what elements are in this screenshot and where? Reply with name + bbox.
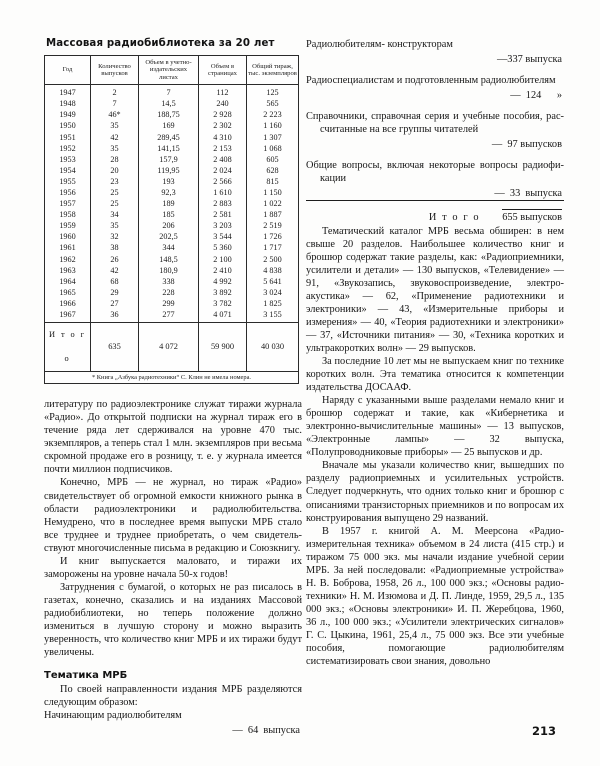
- total-circulation: 40 030: [247, 323, 299, 372]
- cell-count: 38: [91, 242, 139, 253]
- table-row: [45, 220, 299, 231]
- cell-sheets: 338: [139, 276, 199, 287]
- cell-year: 1967: [45, 309, 91, 323]
- cell-pages: 3 782: [199, 298, 247, 309]
- table-row: [45, 165, 299, 176]
- cell-circulation: 628: [247, 165, 299, 176]
- cell-count: 25: [91, 198, 139, 209]
- right-column: [306, 0, 564, 668]
- cell-count: 42: [91, 265, 139, 276]
- cell-pages: 2 302: [199, 120, 247, 131]
- cell-circulation: 1 307: [247, 132, 299, 143]
- cell-count: 34: [91, 209, 139, 220]
- cell-sheets: 180,9: [139, 265, 199, 276]
- cell-year: 1966: [45, 298, 91, 309]
- cell-year: 1955: [45, 176, 91, 187]
- cell-sheets: 189: [139, 198, 199, 209]
- cell-sheets: 92,3: [139, 187, 199, 198]
- table-foot: [45, 323, 299, 384]
- category-block: [306, 74, 564, 102]
- cell-year: 1956: [45, 187, 91, 198]
- table-row: [45, 85, 299, 99]
- cell-year: 1958: [45, 209, 91, 220]
- cell-circulation: 1 150: [247, 187, 299, 198]
- cell-year: 1954: [45, 165, 91, 176]
- table-row: [45, 98, 299, 109]
- cell-circulation: 2 223: [247, 109, 299, 120]
- category-list: [306, 38, 564, 201]
- table-total-row: [45, 323, 299, 372]
- cell-sheets: 344: [139, 242, 199, 253]
- cell-sheets: 289,45: [139, 132, 199, 143]
- table-row: [45, 154, 299, 165]
- column-header-pages: Объем в страницах: [199, 56, 247, 85]
- paragraph-right-1: Тематический каталог МРБ весьма обширен: в нем свыше 20 разделов. Наибольшее количество книг и брошюр содержат такие разделы, как: «Радиоприемники, усилители и детали» — 130 выпусков, «Телевидение» —91, «Звукозапись, звуковоспроизведение, электроакустика» — 62, «Применение радиотехники и электроники» — 43, «Измерительные приборы и измерения» — 40, «Теория радиотехники и электроники» — 37, «Источники питания» — 30, «Техника коротких и ультракоротких волн» — 29 выпусков.: [306, 225, 564, 354]
- paragraph-left-2: Конечно, МРБ — не журнал, но тираж «Радио» свидетельствует об огромной емкости книжного рынка в области радиоэлектроники и радиолюбительства. Немудрено, что в последнее время выпуски МРБ стало все труднее и труднее приобретать, о чем свидетельствуют многочисленные письма в редакцию и Союзкнигу.: [44, 477, 302, 554]
- cell-circulation: 2 500: [247, 254, 299, 265]
- left-column: [44, 0, 302, 745]
- cell-circulation: 5 641: [247, 276, 299, 287]
- cell-pages: 2 581: [199, 209, 247, 220]
- table-row: [45, 254, 299, 265]
- cell-year: 1964: [45, 276, 91, 287]
- cell-sheets: 206: [139, 220, 199, 231]
- table-row: [45, 198, 299, 209]
- cell-pages: 112: [199, 85, 247, 99]
- table-row: [45, 287, 299, 298]
- category-value: — 33 выпуска: [306, 187, 564, 201]
- table-row: [45, 209, 299, 220]
- cell-year: 1951: [45, 132, 91, 143]
- paragraph-left-4: Затруднения с бумагой, о которых не раз писалось в газетах, конечно, сказались и на изданиях Массовой радиобиблиотеки, но теперь положение должно измениться в лучшую сторону и можно выразить уверенность, что количество книг МРБ и их тиражи будут увеличены.: [44, 581, 302, 659]
- category-total-line: [306, 209, 564, 224]
- column-header-count: Количество выпусков: [91, 56, 139, 85]
- table-row: [45, 143, 299, 154]
- cell-circulation: 2 519: [247, 220, 299, 231]
- cell-count: 32: [91, 231, 139, 242]
- cell-circulation: 1 726: [247, 231, 299, 242]
- cell-pages: 4 310: [199, 132, 247, 143]
- category-name: Общие вопросы, включая некоторые вопросы радиофикации: [306, 160, 564, 185]
- category-name: Начинающим радиолюбителям: [44, 710, 182, 722]
- paragraph-left-1: литературу по радиоэлектронике служат тиражи журнала «Радио». До открытой подписки на журнал тираж его в течение ряда лет сдерживался на уровне 470 тыс. экземпляров, а теперь стал 1 млн. экземпляров при весьма скромной продаже его в розницу, т. е. у журнала имеется почти миллион подписчиков.: [44, 399, 302, 476]
- cell-count: 20: [91, 165, 139, 176]
- category-name: Радиолюбителям- конструкторам: [306, 39, 453, 50]
- table-row: [45, 242, 299, 253]
- cell-pages: 240: [199, 98, 247, 109]
- mrb-statistics-table: [44, 55, 299, 384]
- paragraph-left-5: По своей направленности издания МРБ разделяются следующим образом:: [44, 684, 302, 709]
- table-footnote-row: [45, 372, 299, 384]
- column-header-sheets: Объем в учетно-издательских листах: [139, 56, 199, 85]
- cell-year: 1965: [45, 287, 91, 298]
- cell-pages: 3 892: [199, 287, 247, 298]
- table-row: [45, 265, 299, 276]
- table-row: [45, 187, 299, 198]
- cell-circulation: 1 887: [247, 209, 299, 220]
- cell-circulation: 605: [247, 154, 299, 165]
- cell-count: 35: [91, 120, 139, 131]
- table-body: [45, 85, 299, 323]
- cell-year: 1948: [45, 98, 91, 109]
- column-header-year: Год: [45, 56, 91, 85]
- cell-circulation: 3 155: [247, 309, 299, 323]
- cell-year: 1962: [45, 254, 91, 265]
- table-row: [45, 132, 299, 143]
- cell-count: 29: [91, 287, 139, 298]
- cell-pages: 1 610: [199, 187, 247, 198]
- category-value: —337 выпуска: [496, 54, 562, 66]
- cell-sheets: 299: [139, 298, 199, 309]
- cell-year: 1957: [45, 198, 91, 209]
- cell-year: 1950: [45, 120, 91, 131]
- page-number: 213: [531, 724, 556, 738]
- cell-pages: 3 203: [199, 220, 247, 231]
- table-row: [45, 176, 299, 187]
- cell-count: 7: [91, 98, 139, 109]
- cell-year: 1963: [45, 265, 91, 276]
- table-caption: Массовая радиобиблиотека за 20 лет: [46, 38, 275, 49]
- cell-count: 68: [91, 276, 139, 287]
- category-total-value: 655 выпусков: [502, 209, 562, 224]
- cell-sheets: 7: [139, 85, 199, 99]
- cell-sheets: 185: [139, 209, 199, 220]
- total-count: 635: [91, 323, 139, 372]
- category-block-beginners: [44, 709, 302, 737]
- cell-sheets: 119,95: [139, 165, 199, 176]
- cell-sheets: 169: [139, 120, 199, 131]
- cell-circulation: 1 068: [247, 143, 299, 154]
- cell-pages: 2 410: [199, 265, 247, 276]
- category-block: [306, 159, 564, 201]
- cell-count: 28: [91, 154, 139, 165]
- cell-pages: 2 153: [199, 143, 247, 154]
- cell-year: 1961: [45, 242, 91, 253]
- cell-sheets: 148,5: [139, 254, 199, 265]
- cell-sheets: 277: [139, 309, 199, 323]
- cell-sheets: 188,75: [139, 109, 199, 120]
- cell-pages: 3 544: [199, 231, 247, 242]
- cell-year: 1959: [45, 220, 91, 231]
- cell-count: 27: [91, 298, 139, 309]
- cell-year: 1949: [45, 109, 91, 120]
- paragraph-left-3: И книг выпускается маловато, и тиражи их заморожены на уровне начала 50-х годов!: [44, 555, 302, 580]
- cell-sheets: 193: [139, 176, 199, 187]
- table-footnote: * Книга „Азбука радиотехники“ С. Клин не имела номера.: [45, 372, 299, 384]
- category-value: — 97 выпусков: [491, 139, 562, 151]
- cell-circulation: 4 838: [247, 265, 299, 276]
- cell-year: 1953: [45, 154, 91, 165]
- paragraph-right-5: В 1957 г. книгой А. М. Меерсона «Радиоизмерительная техника» объемом в 24 листа (415 стр.) и тиражом 75 000 экз. мы начали издание учебной серии МРБ. За ней последовали: «Радиоприемные устройства» Н. В. Боброва, 1958, 26 л., 100 000 экз.; «Основы радиотехники» Н. М. Изюмова и Д. П. Линде, 1959, 29,5 л., 135 000 экз.; «Основы электроники» И. П. Жеребцова, 1960, 36 л., 100 000 экз.; «Усилители электрических сигналов» Г. С. Цыкина, 1961, 25,4 л., 75 000 экз. Все эти учебные пособия, помогающие радиолюбителям систематизировать свои знания, довольно: [306, 525, 564, 668]
- cell-count: 25: [91, 187, 139, 198]
- cell-count: 23: [91, 176, 139, 187]
- cell-year: 1947: [45, 85, 91, 99]
- cell-sheets: 228: [139, 287, 199, 298]
- cell-year: 1960: [45, 231, 91, 242]
- cell-year: 1952: [45, 143, 91, 154]
- category-value: — 64 выпуска: [232, 725, 300, 737]
- cell-sheets: 141,15: [139, 143, 199, 154]
- cell-circulation: 125: [247, 85, 299, 99]
- paragraph-right-3: Наряду с указанными выше разделами немало книг и брошюр содержат и такие, как «Кибернетика и электронно-вычислительные машины» — 13 выпусков, «Электронные лампы» — 32 выпуска, «Полупроводниковые приборы» — 25 выпусков и др.: [306, 395, 564, 459]
- cell-count: 26: [91, 254, 139, 265]
- total-pages: 59 900: [199, 323, 247, 372]
- table-row: [45, 109, 299, 120]
- category-value: — 124 »: [510, 90, 562, 102]
- cell-circulation: 565: [247, 98, 299, 109]
- cell-count: 35: [91, 143, 139, 154]
- cell-count: 42: [91, 132, 139, 143]
- cell-sheets: 157,9: [139, 154, 199, 165]
- table-row: [45, 231, 299, 242]
- paragraph-right-2: За последние 10 лет мы не выпускаем книг по технике коротких волн. Эта тематика относится к компетенции издательства ДОСААФ.: [306, 355, 564, 394]
- section-heading-tematika: Тематика МРБ: [44, 670, 128, 682]
- table-row: [45, 309, 299, 323]
- cell-count: 46*: [91, 109, 139, 120]
- cell-pages: 4 992: [199, 276, 247, 287]
- category-name: Радиоспециалистам и подготовленным радиолюбителям: [306, 75, 556, 87]
- cell-pages: 2 566: [199, 176, 247, 187]
- cell-count: 35: [91, 220, 139, 231]
- cell-count: 36: [91, 309, 139, 323]
- cell-circulation: 1 825: [247, 298, 299, 309]
- cell-sheets: 14,5: [139, 98, 199, 109]
- table-head: [45, 56, 299, 85]
- cell-pages: 2 883: [199, 198, 247, 209]
- table-row: [45, 120, 299, 131]
- column-header-circulation: Общий тираж, тыс. экземпляров: [247, 56, 299, 85]
- table-header-row: [45, 56, 299, 85]
- category-block: [306, 110, 564, 151]
- cell-pages: 2 928: [199, 109, 247, 120]
- table-row: [45, 298, 299, 309]
- cell-circulation: 815: [247, 176, 299, 187]
- total-sheets: 4 072: [139, 323, 199, 372]
- category-total-label: И т о г о: [428, 212, 481, 224]
- cell-pages: 4 071: [199, 309, 247, 323]
- table-row: [45, 276, 299, 287]
- cell-count: 2: [91, 85, 139, 99]
- category-block: [306, 38, 564, 66]
- cell-circulation: 3 024: [247, 287, 299, 298]
- paragraph-right-4: Вначале мы указали количество книг, вышедших по разделу радиоприемных и усилительных устройств. Следует подчеркнуть, что одних только книг и брошюр с описаниями транзисторных приемников и по вопросам их конструирования выпущено 29 названий.: [306, 460, 564, 524]
- cell-sheets: 202,5: [139, 231, 199, 242]
- cell-pages: 5 360: [199, 242, 247, 253]
- cell-pages: 2 408: [199, 154, 247, 165]
- cell-pages: 2 024: [199, 165, 247, 176]
- total-label: И т о г о: [45, 323, 91, 372]
- cell-circulation: 1 717: [247, 242, 299, 253]
- cell-pages: 2 100: [199, 254, 247, 265]
- cell-circulation: 1 022: [247, 198, 299, 209]
- cell-circulation: 1 160: [247, 120, 299, 131]
- category-name: Справочники, справочная серия и учебные пособия, рассчитанные на все группы читателей: [306, 111, 564, 136]
